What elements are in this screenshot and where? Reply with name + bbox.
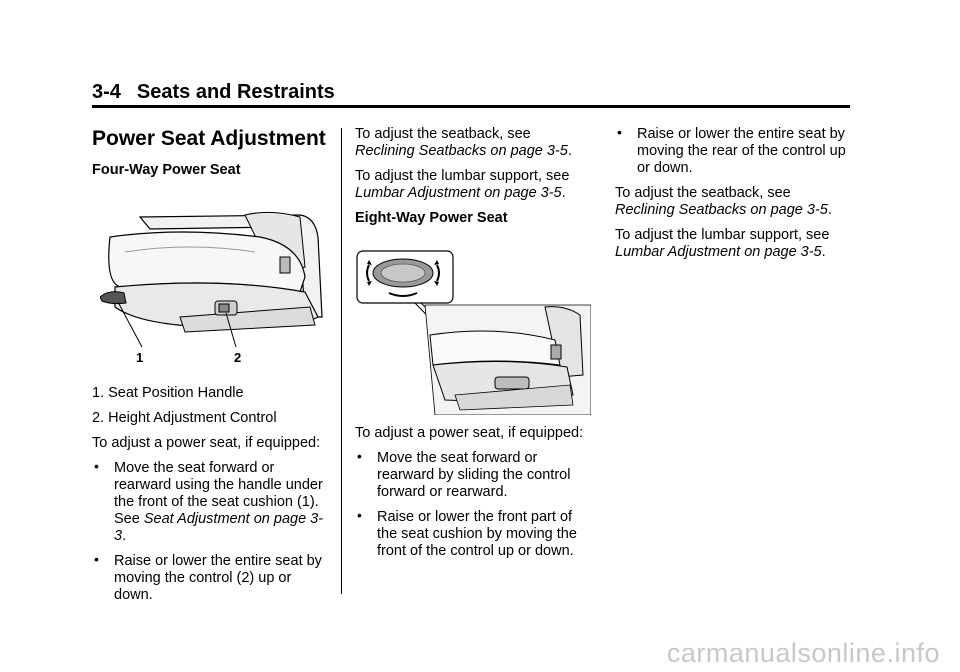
seatback-para xyxy=(355,126,595,160)
bullet-text: Raise or lower the front part of the seat cushion by moving the front of the control up or down. xyxy=(377,509,577,559)
header-text xyxy=(92,81,850,104)
seatback-text: To adjust the seatback, see xyxy=(615,185,791,201)
seat-adjustment-link[interactable]: Seat Adjustment on page 3-3 xyxy=(114,511,324,544)
watermark: carmanualsonline.info xyxy=(666,638,940,668)
four-way-seat-illustration xyxy=(100,197,330,377)
four-way-subhead: Four-Way Power Seat xyxy=(92,162,241,178)
period: . xyxy=(821,244,826,260)
bullet-icon: • xyxy=(94,458,99,474)
bullet-text: Raise or lower the entire seat by moving the control (2) up or down. xyxy=(114,553,322,603)
four-way-seat-figure xyxy=(100,197,330,377)
eight-way-subhead: Eight-Way Power Seat xyxy=(355,210,508,226)
numbered-item-1: 1. Seat Position Handle xyxy=(92,385,244,401)
callout-2: 2 xyxy=(234,350,242,365)
bullet-icon: • xyxy=(617,124,622,140)
four-way-intro: To adjust a power seat, if equipped: xyxy=(92,435,321,451)
section-number: 3-4 xyxy=(92,81,121,103)
seatback-text: To adjust the seatback, see xyxy=(355,126,531,142)
column-3 xyxy=(615,126,855,269)
page-header xyxy=(92,81,850,104)
eight-way-seat-illustration xyxy=(355,245,591,415)
eight-way-intro: To adjust a power seat, if equipped: xyxy=(355,425,584,441)
section-title: Seats and Restraints xyxy=(136,81,335,103)
numbered-item-2: 2. Height Adjustment Control xyxy=(92,410,277,426)
bullet-text: Move the seat forward or rearward using the handle under the front of the seat cushion (1). See xyxy=(114,460,323,527)
period: . xyxy=(561,185,566,201)
bullet-icon: • xyxy=(357,448,362,464)
four-way-bullet-2 xyxy=(92,553,332,604)
seatback-para-2 xyxy=(615,185,855,219)
eight-way-bullet-2 xyxy=(355,509,595,560)
period: . xyxy=(567,143,572,159)
lumbar-adjustment-link[interactable]: Lumbar Adjustment on page 3-5 xyxy=(355,185,562,201)
four-way-bullet-1 xyxy=(92,460,332,545)
column-1 xyxy=(92,126,332,612)
bullet-text: Raise or lower the entire seat by moving the rear of the control up or down. xyxy=(637,126,846,176)
lumbar-adjustment-link-2[interactable]: Lumbar Adjustment on page 3-5 xyxy=(615,244,822,260)
eight-way-bullet-1 xyxy=(355,450,595,501)
lumbar-para-2 xyxy=(615,227,855,261)
column-divider xyxy=(341,128,342,594)
eight-way-seat-figure xyxy=(355,245,591,415)
lumbar-text: To adjust the lumbar support, see xyxy=(355,168,570,184)
lumbar-text: To adjust the lumbar support, see xyxy=(615,227,830,243)
bullet-text: Move the seat forward or rearward by sliding the control forward or rearward. xyxy=(377,450,571,500)
lumbar-para xyxy=(355,168,595,202)
column-2 xyxy=(355,126,595,568)
header-rule xyxy=(92,105,850,108)
bullet-icon: • xyxy=(357,507,362,523)
period: . xyxy=(827,202,832,218)
callout-1: 1 xyxy=(136,350,144,365)
bullet-icon: • xyxy=(94,551,99,567)
reclining-seatbacks-link-2[interactable]: Reclining Seatbacks on page 3-5 xyxy=(615,202,828,218)
page-title: Power Seat Adjustment xyxy=(92,127,326,150)
bullet-end: . xyxy=(122,528,127,544)
reclining-seatbacks-link[interactable]: Reclining Seatbacks on page 3-5 xyxy=(355,143,568,159)
eight-way-bullet-3 xyxy=(615,126,855,177)
